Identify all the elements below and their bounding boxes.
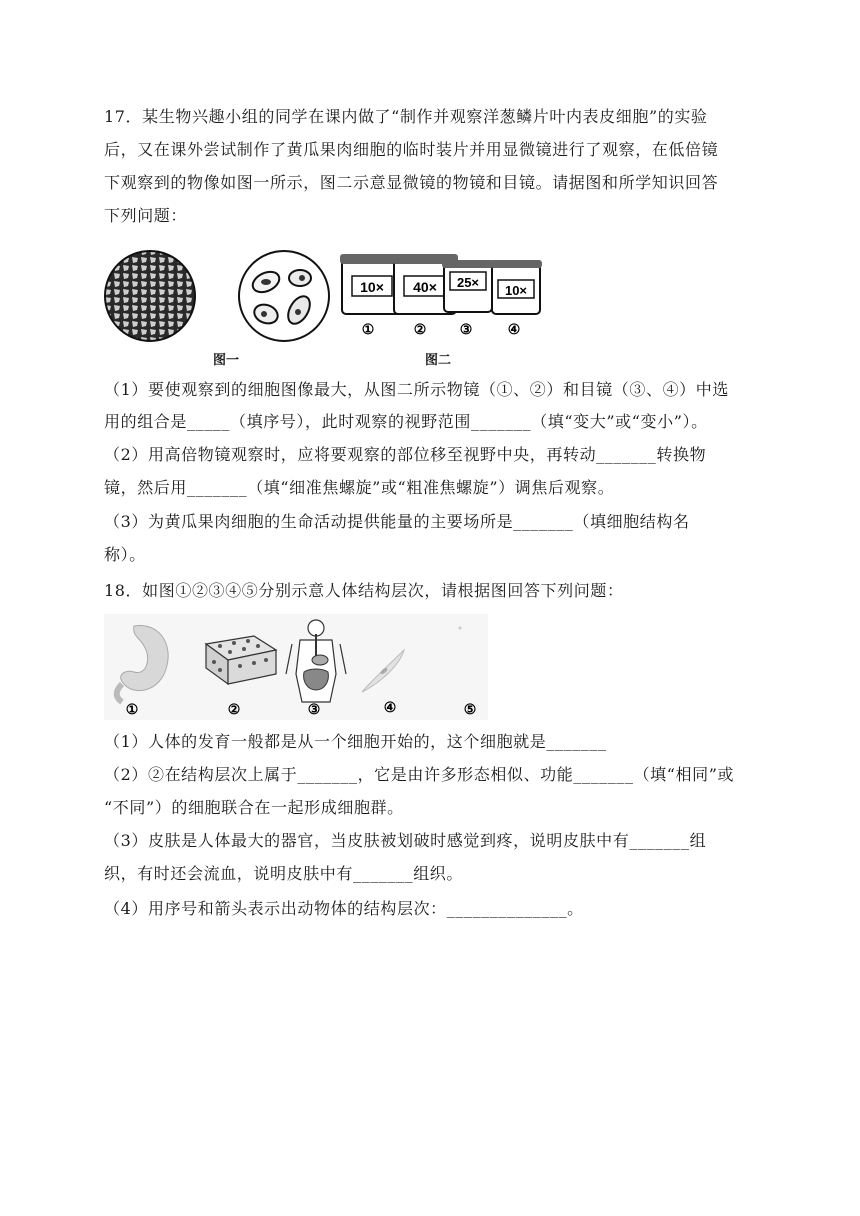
figure-2-caption: 图二	[425, 353, 452, 368]
figure-1-caption: 图一	[213, 353, 240, 368]
label-5: ⑤	[463, 702, 477, 718]
label-2: ②	[227, 702, 241, 718]
lens-3-label: 25×	[456, 275, 480, 290]
q17-sub-1-line-1: （1）要使观察到的细胞图像最大，从图二所示物镜（①、②）和目镜（③、④）中选	[104, 380, 729, 399]
q17-stem-line-3: 下观察到的物像如图一所示，图二示意显微镜的物镜和目镜。请据图和所学知识回答	[104, 173, 719, 192]
q17-sub-3-line-2: 称）。	[104, 545, 146, 564]
q17-sub-2-line-2: 镜，然后用_______（填“细准焦螺旋”或“粗准焦螺旋”）调焦后观察。	[104, 478, 615, 497]
q17-figure	[104, 240, 544, 370]
q17-sub-1-line-2: 用的组合是_____（填序号），此时观察的视野范围_______（填“变大”或“变小”）。	[104, 412, 708, 431]
q18-sub-1: （1）人体的发育一般都是从一个细胞开始的，这个细胞就是_______	[104, 732, 607, 751]
eyepiece-lens-4	[490, 260, 542, 338]
label-3: ③	[307, 702, 321, 718]
q17-stem-line-1: 17．某生物兴趣小组的同学在课内做了“制作并观察洋葱鳞片叶内表皮细胞”的实验	[104, 107, 708, 126]
q17-stem-line-4: 下列问题：	[104, 206, 188, 225]
lens-3-number: ③	[459, 322, 473, 338]
eyepiece-lens-3	[442, 260, 494, 338]
q18-sub-2-line-1: （2）②在结构层次上属于_______，它是由许多形态相似、功能_______（填“相同”或	[104, 765, 735, 784]
q18-sub-3-line-2: 织，有时还会流血，说明皮肤中有_______组织。	[104, 864, 464, 883]
q17-sub-3-line-1: （3）为黄瓜果肉细胞的生命活动提供能量的主要场所是_______（填细胞结构名	[104, 512, 690, 531]
q18-figure	[104, 614, 488, 720]
q18-sub-2-line-2: “不同”）的细胞联合在一起形成细胞群。	[104, 798, 404, 817]
lens-4-label: 10×	[504, 283, 528, 298]
lens-1-label: 10×	[360, 279, 384, 295]
label-4: ④	[383, 700, 397, 716]
lens-2-label: 40×	[413, 279, 437, 295]
lens-1-number: ①	[361, 322, 375, 338]
q17-stem-line-2: 后，又在课外尝试制作了黄瓜果肉细胞的临时装片并用显微镜进行了观察，在低倍镜	[104, 140, 719, 159]
lens-4-number: ④	[507, 322, 521, 338]
q18-stem: 18．如图①②③④⑤分别示意人体结构层次，请根据图回答下列问题：	[104, 581, 624, 600]
q18-sub-3-line-1: （3）皮肤是人体最大的器官，当皮肤被划破时感觉到疼，说明皮肤中有_______组	[104, 831, 707, 850]
q18-sub-4: （4）用序号和箭头表示出动物体的结构层次：______________。	[104, 899, 584, 918]
microscope-view-cells	[239, 251, 329, 341]
label-1: ①	[125, 702, 139, 718]
microscope-view-figure-1	[105, 251, 195, 341]
lens-2-number: ②	[413, 322, 427, 338]
q17-sub-2-line-1: （2）用高倍物镜观察时，应将要观察的部位移至视野中央，再转动_______转换物	[104, 445, 707, 464]
